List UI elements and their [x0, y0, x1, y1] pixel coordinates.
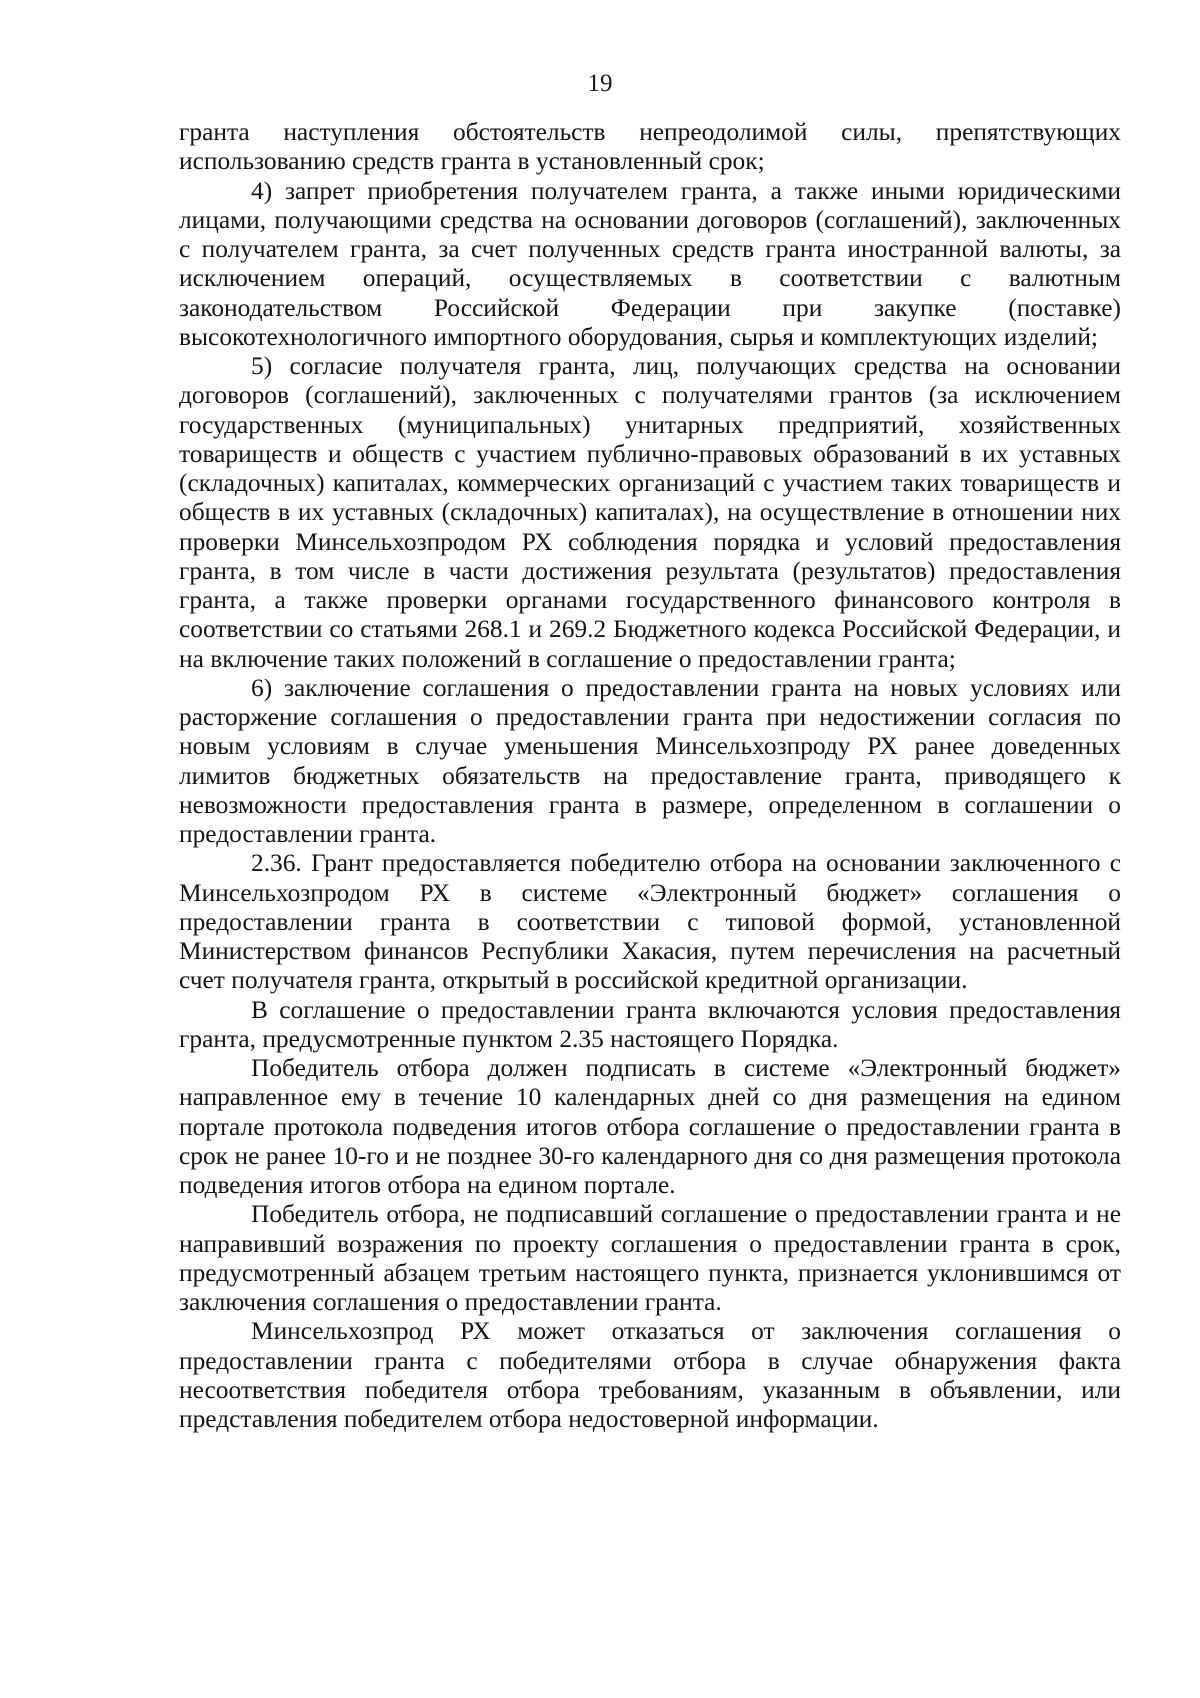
page-number: 19	[587, 70, 613, 97]
document-body	[179, 118, 1121, 1434]
paragraph-continuation: гранта наступления обстоятельств непреодолимой силы, препятствующих использованию средств гранта в установленный срок;	[179, 118, 1121, 176]
paragraph-item-5: 5) согласие получателя гранта, лиц, получающих средства на основании договоров (соглашений), заключенных с получателями грантов (за исключением государственных (муниципальных) унитарных предприятий, хозяйственных товариществ и обществ с участием публично-правовых образований в их уставных (складочных) капиталах, коммерческих организаций с участием таких товариществ и обществ в их уставных (складочных) капиталах), на осуществление в отношении них проверки Минсельхозпродом РХ соблюдения порядка и условий предоставления гранта, в том числе в части достижения результата (результатов) предоставления гранта, а также проверки органами государственного финансового контроля в соответствии со статьями 268.1 и 269.2 Бюджетного кодекса Российской Федерации, и на включение таких положений в соглашение о предоставлении гранта;	[179, 352, 1121, 673]
paragraph-item-6: 6) заключение соглашения о предоставлении гранта на новых условиях или расторжение соглашения о предоставлении гранта при недостижении согласия по новым условиям в случае уменьшения Минсельхозпроду РХ ранее доведенных лимитов бюджетных обязательств на предоставление гранта, приводящего к невозможности предоставления гранта в размере, определенном в соглашении о предоставлении гранта.	[179, 673, 1121, 848]
paragraph-clause-2-36: 2.36. Грант предоставляется победителю отбора на основании заключенного с Минсельхозпродом РХ в системе «Электронный бюджет» соглашения о предоставлении гранта в соответствии с типовой формой, установленной Министерством финансов Республики Хакасия, путем перечисления на расчетный счет получателя гранта, открытый в российской кредитной организации.	[179, 849, 1121, 995]
paragraph-item-4: 4) запрет приобретения получателем гранта, а также иными юридическими лицами, получающими средства на основании договоров (соглашений), заключенных с получателем гранта, за счет полученных средств гранта иностранной валюты, за исключением операций, осуществляемых в соответствии с валютным законодательством Российской Федерации при закупке (поставке) высокотехнологичного импортного оборудования, сырья и комплектующих изделий;	[179, 176, 1121, 351]
paragraph-refusal: Минсельхозпрод РХ может отказаться от заключения соглашения о предоставлении гранта с победителями отбора в случае обнаружения факта несоответствия победителя отбора требованиям, указанным в объявлении, или представления победителем отбора недостоверной информации.	[179, 1317, 1121, 1433]
paragraph-winner-signing: Победитель отбора должен подписать в системе «Электронный бюджет» направленное ему в течение 10 календарных дней со дня размещения на едином портале протокола подведения итогов отбора соглашение о предоставлении гранта в срок не ранее 10-го и не позднее 30-го календарного дня со дня размещения протокола подведения итогов отбора на едином портале.	[179, 1054, 1121, 1199]
paragraph-winner-evasion: Победитель отбора, не подписавший соглашение о предоставлении гранта и не направивший возражения по проекту соглашения о предоставлении гранта в срок, предусмотренный абзацем третьим настоящего пункта, признается уклонившимся от заключения соглашения о предоставлении гранта.	[179, 1200, 1121, 1316]
paragraph-agreement-conditions: В соглашение о предоставлении гранта включаются условия предоставления гранта, предусмотренные пунктом 2.35 настоящего Порядка.	[179, 995, 1121, 1053]
